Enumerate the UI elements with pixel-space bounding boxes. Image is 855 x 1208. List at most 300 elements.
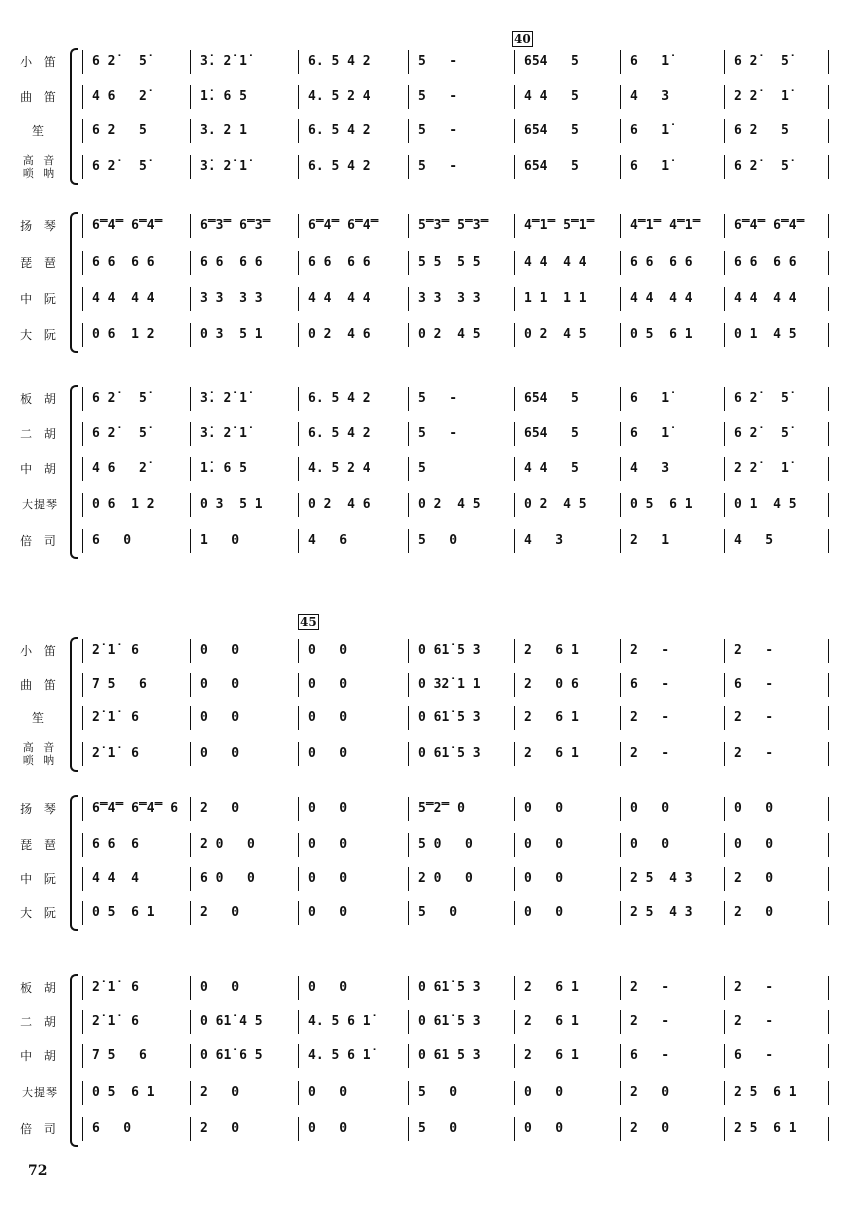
measure-notes: 0 61̇ 5 3 bbox=[418, 980, 481, 995]
measure-notes: 5 0 bbox=[418, 533, 458, 548]
measure-notes: 0 61̇ 5 3 bbox=[418, 643, 481, 658]
measure-notes: 3 3 3 3 bbox=[418, 291, 481, 306]
barline bbox=[190, 1117, 191, 1141]
barline bbox=[298, 867, 299, 891]
instrument-label: 二 胡 bbox=[20, 1015, 60, 1029]
barline bbox=[828, 50, 829, 74]
barline bbox=[514, 1010, 515, 1034]
barline bbox=[514, 119, 515, 143]
barline bbox=[408, 1044, 409, 1068]
barline bbox=[298, 742, 299, 766]
barline bbox=[190, 1010, 191, 1034]
measure-notes: 5 - bbox=[418, 159, 458, 174]
measure-notes: 0 6 1 2 bbox=[92, 497, 155, 512]
measure-notes: 3̇. 2̇ 1̇ bbox=[200, 159, 247, 174]
measure-notes: 2 5 6 1 bbox=[734, 1121, 797, 1136]
barline bbox=[828, 833, 829, 857]
barline bbox=[190, 155, 191, 179]
barline bbox=[620, 797, 621, 821]
barline bbox=[298, 976, 299, 1000]
barline bbox=[828, 1117, 829, 1141]
barline bbox=[408, 387, 409, 411]
measure-notes: 2 0 0 bbox=[200, 837, 255, 852]
instrument-label: 小 笛 bbox=[20, 644, 60, 658]
barline bbox=[724, 50, 725, 74]
measure-notes: 0 1 4 5 bbox=[734, 327, 797, 342]
measure-notes: 2 6 1 bbox=[524, 1014, 579, 1029]
measure-notes: 2 0 bbox=[200, 905, 240, 920]
measure-notes: 0 0 bbox=[524, 837, 564, 852]
barline bbox=[724, 706, 725, 730]
measure-notes: 4 4 5 bbox=[524, 461, 579, 476]
barline bbox=[514, 493, 515, 517]
barline bbox=[82, 323, 83, 347]
barline bbox=[408, 119, 409, 143]
instrument-label: 曲 笛 bbox=[20, 90, 60, 104]
measure-notes: 7 5 6 bbox=[92, 677, 147, 692]
barline bbox=[724, 742, 725, 766]
barline bbox=[828, 85, 829, 109]
barline bbox=[408, 673, 409, 697]
barline bbox=[408, 493, 409, 517]
instrument-label: 二 胡 bbox=[20, 427, 60, 441]
measure-notes: 6. 5 4 2 bbox=[308, 391, 371, 406]
page-number: 72 bbox=[28, 1163, 48, 1179]
measure-notes: 6 1̇ bbox=[630, 159, 670, 174]
barline bbox=[190, 287, 191, 311]
barline bbox=[298, 85, 299, 109]
barline bbox=[724, 387, 725, 411]
measure-notes: 4 3 bbox=[524, 533, 564, 548]
measure-notes: 5 5 5 5 bbox=[418, 255, 481, 270]
measure-notes: 2 0 bbox=[630, 1085, 670, 1100]
measure-notes: 4. 5 2 4 bbox=[308, 461, 371, 476]
measure-notes: 2 - bbox=[734, 980, 774, 995]
measure-notes: 6 2̇ 5̇ bbox=[92, 54, 147, 69]
measure-notes: 4. 5 2 4 bbox=[308, 89, 371, 104]
measure-notes: 6 2̇ 5̇ bbox=[734, 391, 789, 406]
barline bbox=[82, 251, 83, 275]
barline bbox=[298, 833, 299, 857]
measure-notes: 6̿4̿ 6̿4̿ bbox=[308, 218, 379, 233]
barline bbox=[620, 706, 621, 730]
barline bbox=[620, 119, 621, 143]
measure-notes: 0 2 4 5 bbox=[418, 497, 481, 512]
barline bbox=[298, 706, 299, 730]
barline bbox=[408, 323, 409, 347]
measure-notes: 0 0 bbox=[308, 905, 348, 920]
barline bbox=[828, 323, 829, 347]
measure-notes: 2̇ 1̇ 6 bbox=[92, 980, 139, 995]
barline bbox=[514, 976, 515, 1000]
measure-notes: 0 0 bbox=[734, 837, 774, 852]
measure-notes: 6 - bbox=[734, 677, 774, 692]
barline bbox=[620, 422, 621, 446]
barline bbox=[620, 1081, 621, 1105]
measure-notes: 0 5 6 1 bbox=[92, 905, 155, 920]
barline bbox=[82, 529, 83, 553]
barline bbox=[828, 287, 829, 311]
barline bbox=[514, 422, 515, 446]
barline bbox=[724, 529, 725, 553]
barline bbox=[828, 1044, 829, 1068]
barline bbox=[514, 85, 515, 109]
barline bbox=[620, 251, 621, 275]
instrument-label: 板 胡 bbox=[20, 981, 60, 995]
barline bbox=[828, 251, 829, 275]
barline bbox=[724, 1117, 725, 1141]
measure-notes: 2 2̇ 1̇ bbox=[734, 461, 789, 476]
barline bbox=[514, 457, 515, 481]
measure-notes: 0 3 5 1 bbox=[200, 497, 263, 512]
barline bbox=[724, 1010, 725, 1034]
measure-notes: 4̿1̿ 4̿1̿ bbox=[630, 218, 701, 233]
measure-notes: 6 2̇ 5̇ bbox=[734, 426, 789, 441]
measure-notes: 5 - bbox=[418, 123, 458, 138]
barline bbox=[190, 323, 191, 347]
barline bbox=[408, 797, 409, 821]
barline bbox=[514, 287, 515, 311]
measure-notes: 2 6 1 bbox=[524, 643, 579, 658]
instrument-label: 大 阮 bbox=[20, 906, 60, 920]
barline bbox=[620, 529, 621, 553]
measure-notes: 2 - bbox=[734, 710, 774, 725]
instrument-label: 中 阮 bbox=[20, 292, 60, 306]
measure-notes: 6 - bbox=[630, 1048, 670, 1063]
measure-notes: 0 0 bbox=[524, 1085, 564, 1100]
barline bbox=[298, 1044, 299, 1068]
barline bbox=[298, 901, 299, 925]
measure-notes: 6 2̇ 5̇ bbox=[734, 54, 789, 69]
barline bbox=[82, 155, 83, 179]
barline bbox=[620, 639, 621, 663]
barline bbox=[82, 493, 83, 517]
measure-notes: 1̇. 6 5 bbox=[200, 461, 247, 476]
measure-notes: 0 61̇ 5 3 bbox=[418, 1014, 481, 1029]
measure-notes: 5̿3̿ 5̿3̿ bbox=[418, 218, 489, 233]
barline bbox=[190, 901, 191, 925]
measure-notes: 4 5 bbox=[734, 533, 774, 548]
measure-notes: 5 - bbox=[418, 391, 458, 406]
measure-notes: 4 6 2̇ bbox=[92, 89, 147, 104]
measure-notes: 5 0 bbox=[418, 1121, 458, 1136]
measure-notes: 4 6 2̇ bbox=[92, 461, 147, 476]
measure-notes: 1 0 bbox=[200, 533, 240, 548]
barline bbox=[82, 706, 83, 730]
measure-notes: 5 bbox=[418, 461, 426, 476]
measure-notes: 2 1 bbox=[630, 533, 670, 548]
measure-notes: 4. 5 6 1̇ bbox=[308, 1014, 371, 1029]
measure-notes: 2 2̇ 1̇ bbox=[734, 89, 789, 104]
barline bbox=[408, 50, 409, 74]
measure-notes: 2 0 0 bbox=[418, 871, 473, 886]
barline bbox=[298, 422, 299, 446]
barline bbox=[620, 867, 621, 891]
measure-notes: 0 0 bbox=[308, 980, 348, 995]
measure-notes: 0 0 bbox=[200, 746, 240, 761]
measure-notes: 2 5 4 3 bbox=[630, 905, 693, 920]
measure-notes: 2 - bbox=[734, 746, 774, 761]
measure-notes: 2 - bbox=[734, 643, 774, 658]
barline bbox=[190, 529, 191, 553]
barline bbox=[408, 1081, 409, 1105]
barline bbox=[828, 742, 829, 766]
measure-notes: 0 2 4 6 bbox=[308, 327, 371, 342]
measure-notes: 654 5 bbox=[524, 123, 579, 138]
measure-notes: 2 0 bbox=[734, 905, 774, 920]
measure-notes: 0 0 bbox=[200, 643, 240, 658]
measure-notes: 0 0 bbox=[200, 710, 240, 725]
measure-notes: 0 0 bbox=[308, 871, 348, 886]
measure-notes: 2 - bbox=[734, 1014, 774, 1029]
barline bbox=[82, 457, 83, 481]
instrument-label: 笙 bbox=[31, 711, 48, 725]
measure-notes: 4 3 bbox=[630, 461, 670, 476]
measure-notes: 0 61̇ 5 3 bbox=[418, 710, 481, 725]
measure-notes: 6 1̇ bbox=[630, 426, 670, 441]
barline bbox=[298, 457, 299, 481]
rehearsal-mark: 40 bbox=[514, 32, 531, 46]
barline bbox=[828, 119, 829, 143]
instrument-label: 大 阮 bbox=[20, 328, 60, 342]
barline bbox=[408, 976, 409, 1000]
barline bbox=[82, 50, 83, 74]
barline bbox=[408, 457, 409, 481]
barline bbox=[298, 493, 299, 517]
measure-notes: 2 6 1 bbox=[524, 980, 579, 995]
barline bbox=[514, 251, 515, 275]
barline bbox=[82, 797, 83, 821]
measure-notes: 0 5 6 1 bbox=[630, 497, 693, 512]
measure-notes: 0 0 bbox=[308, 1085, 348, 1100]
barline bbox=[190, 706, 191, 730]
measure-notes: 6 2̇ 5̇ bbox=[734, 159, 789, 174]
barline bbox=[190, 742, 191, 766]
measure-notes: 6 6 6 6 bbox=[630, 255, 693, 270]
barline bbox=[724, 1081, 725, 1105]
instrument-label: 板 胡 bbox=[20, 392, 60, 406]
barline bbox=[190, 1081, 191, 1105]
barline bbox=[408, 529, 409, 553]
barline bbox=[298, 287, 299, 311]
barline bbox=[620, 323, 621, 347]
measure-notes: 0 1 4 5 bbox=[734, 497, 797, 512]
barline bbox=[620, 85, 621, 109]
section-bracket bbox=[70, 637, 78, 772]
barline bbox=[828, 1010, 829, 1034]
barline bbox=[82, 639, 83, 663]
barline bbox=[298, 529, 299, 553]
barline bbox=[408, 706, 409, 730]
barline bbox=[408, 287, 409, 311]
measure-notes: 0 2 4 5 bbox=[418, 327, 481, 342]
measure-notes: 4 3 bbox=[630, 89, 670, 104]
barline bbox=[190, 797, 191, 821]
barline bbox=[620, 833, 621, 857]
measure-notes: 4 6 bbox=[308, 533, 348, 548]
barline bbox=[724, 155, 725, 179]
barline bbox=[190, 251, 191, 275]
barline bbox=[408, 251, 409, 275]
measure-notes: 4 4 4 4 bbox=[734, 291, 797, 306]
barline bbox=[298, 387, 299, 411]
barline bbox=[514, 901, 515, 925]
barline bbox=[724, 976, 725, 1000]
measure-notes: 654 5 bbox=[524, 159, 579, 174]
barline bbox=[408, 867, 409, 891]
measure-notes: 2 - bbox=[630, 746, 670, 761]
barline bbox=[724, 422, 725, 446]
measure-notes: 0 61̇ 6 5 bbox=[200, 1048, 263, 1063]
barline bbox=[724, 867, 725, 891]
measure-notes: 0 0 bbox=[308, 801, 348, 816]
measure-notes: 0 0 bbox=[630, 837, 670, 852]
barline bbox=[408, 1117, 409, 1141]
instrument-label: 倍 司 bbox=[20, 534, 60, 548]
measure-notes: 5 0 bbox=[418, 905, 458, 920]
section-bracket bbox=[70, 48, 78, 185]
measure-notes: 0 0 bbox=[200, 980, 240, 995]
barline bbox=[190, 85, 191, 109]
measure-notes: 0 0 bbox=[200, 677, 240, 692]
barline bbox=[82, 833, 83, 857]
barline bbox=[82, 214, 83, 238]
barline bbox=[724, 323, 725, 347]
measure-notes: 6. 5 4 2 bbox=[308, 54, 371, 69]
measure-notes: 0 61̇ 4 5 bbox=[200, 1014, 263, 1029]
barline bbox=[82, 1010, 83, 1034]
barline bbox=[514, 529, 515, 553]
measure-notes: 0 2 4 5 bbox=[524, 497, 587, 512]
measure-notes: 6 - bbox=[630, 677, 670, 692]
measure-notes: 6 1̇ bbox=[630, 54, 670, 69]
barline bbox=[82, 901, 83, 925]
barline bbox=[828, 639, 829, 663]
barline bbox=[514, 1044, 515, 1068]
measure-notes: 0 0 bbox=[524, 801, 564, 816]
barline bbox=[190, 387, 191, 411]
barline bbox=[298, 639, 299, 663]
measure-notes: 6 - bbox=[734, 1048, 774, 1063]
barline bbox=[724, 833, 725, 857]
measure-notes: 2 0 bbox=[630, 1121, 670, 1136]
section-bracket bbox=[70, 795, 78, 931]
measure-notes: 4̿1̿ 5̿1̿ bbox=[524, 218, 595, 233]
instrument-label: 中 阮 bbox=[20, 872, 60, 886]
barline bbox=[514, 155, 515, 179]
instrument-label: 倍 司 bbox=[20, 1122, 60, 1136]
instrument-label: 中 胡 bbox=[20, 1049, 60, 1063]
section-bracket bbox=[70, 212, 78, 353]
barline bbox=[514, 1081, 515, 1105]
barline bbox=[408, 422, 409, 446]
instrument-label: 笙 bbox=[31, 124, 48, 138]
barline bbox=[514, 639, 515, 663]
barline bbox=[190, 673, 191, 697]
barline bbox=[514, 742, 515, 766]
barline bbox=[82, 1117, 83, 1141]
measure-notes: 6 1̇ bbox=[630, 123, 670, 138]
barline bbox=[514, 1117, 515, 1141]
measure-notes: 2 0 bbox=[200, 1121, 240, 1136]
barline bbox=[298, 673, 299, 697]
measure-notes: 0 0 bbox=[308, 837, 348, 852]
measure-notes: 2̇ 1̇ 6 bbox=[92, 746, 139, 761]
measure-notes: 4 4 4 4 bbox=[524, 255, 587, 270]
instrument-label: 高 音 唢 呐 bbox=[22, 741, 58, 767]
measure-notes: 6 6 6 6 bbox=[734, 255, 797, 270]
barline bbox=[408, 833, 409, 857]
measure-notes: 0 0 bbox=[308, 677, 348, 692]
measure-notes: 0 2 4 6 bbox=[308, 497, 371, 512]
barline bbox=[82, 673, 83, 697]
barline bbox=[620, 1010, 621, 1034]
barline bbox=[620, 457, 621, 481]
barline bbox=[620, 1044, 621, 1068]
barline bbox=[514, 387, 515, 411]
barline bbox=[620, 387, 621, 411]
measure-notes: 0 2 4 5 bbox=[524, 327, 587, 342]
measure-notes: 3 3 3 3 bbox=[200, 291, 263, 306]
barline bbox=[408, 155, 409, 179]
measure-notes: 6̿4̿ 6̿4̿ bbox=[734, 218, 805, 233]
barline bbox=[514, 214, 515, 238]
measure-notes: 6 6 6 6 bbox=[200, 255, 263, 270]
measure-notes: 4. 5 6 1̇ bbox=[308, 1048, 371, 1063]
measure-notes: 2 0 bbox=[200, 801, 240, 816]
instrument-label: 扬 琴 bbox=[20, 802, 60, 816]
barline bbox=[514, 833, 515, 857]
barline bbox=[82, 422, 83, 446]
measure-notes: 654 5 bbox=[524, 391, 579, 406]
measure-notes: 2 6 1 bbox=[524, 746, 579, 761]
measure-notes: 3̇. 2̇ 1̇ bbox=[200, 391, 247, 406]
measure-notes: 4 4 4 4 bbox=[92, 291, 155, 306]
barline bbox=[724, 493, 725, 517]
barline bbox=[298, 50, 299, 74]
barline bbox=[190, 833, 191, 857]
measure-notes: 6. 5 4 2 bbox=[308, 426, 371, 441]
measure-notes: 5 0 0 bbox=[418, 837, 473, 852]
barline bbox=[190, 457, 191, 481]
measure-notes: 2 5 4 3 bbox=[630, 871, 693, 886]
measure-notes: 3̇. 2̇ 1̇ bbox=[200, 426, 247, 441]
measure-notes: 0 0 bbox=[308, 1121, 348, 1136]
barline bbox=[724, 901, 725, 925]
measure-notes: 5 - bbox=[418, 89, 458, 104]
measure-notes: 4 4 4 4 bbox=[630, 291, 693, 306]
barline bbox=[620, 214, 621, 238]
barline bbox=[828, 155, 829, 179]
measure-notes: 2 0 bbox=[200, 1085, 240, 1100]
instrument-label: 中 胡 bbox=[20, 462, 60, 476]
measure-notes: 2̇ 1̇ 6 bbox=[92, 643, 139, 658]
measure-notes: 0 61̇ 5 3 bbox=[418, 746, 481, 761]
measure-notes: 0 0 bbox=[734, 801, 774, 816]
barline bbox=[828, 457, 829, 481]
measure-notes: 0 3 5 1 bbox=[200, 327, 263, 342]
barline bbox=[190, 214, 191, 238]
section-bracket bbox=[70, 974, 78, 1147]
barline bbox=[190, 50, 191, 74]
barline bbox=[408, 1010, 409, 1034]
measure-notes: 2 - bbox=[630, 643, 670, 658]
measure-notes: 3̇. 2̇ 1̇ bbox=[200, 54, 247, 69]
measure-notes: 2 0 bbox=[734, 871, 774, 886]
measure-notes: 5̿2̿ 0 bbox=[418, 801, 465, 816]
barline bbox=[724, 85, 725, 109]
barline bbox=[514, 673, 515, 697]
